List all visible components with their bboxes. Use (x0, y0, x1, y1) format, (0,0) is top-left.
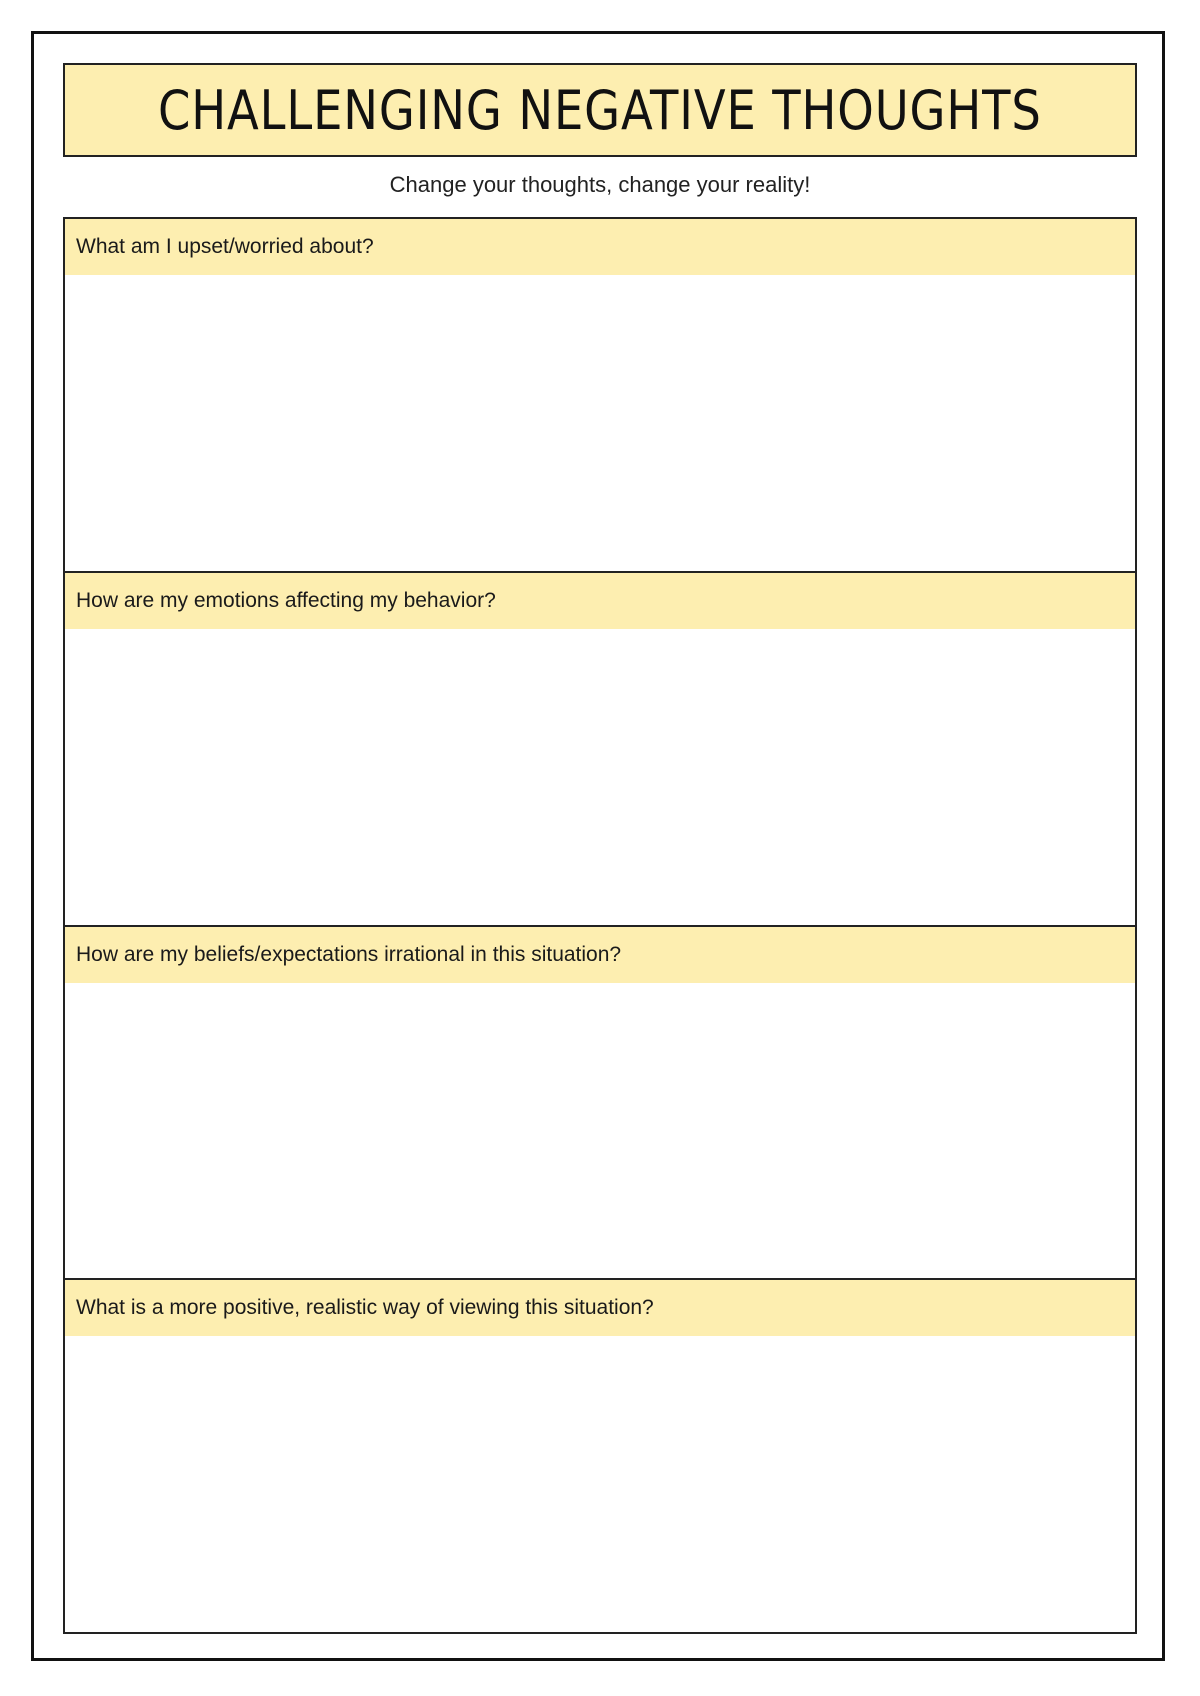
section-prompt: What am I upset/worried about? (65, 219, 1135, 275)
title-banner (63, 63, 1137, 157)
section-prompt: How are my emotions affecting my behavior? (65, 573, 1135, 629)
section-emotions-behavior (65, 571, 1135, 925)
answer-area[interactable] (65, 275, 1135, 571)
section-upset-worried (65, 219, 1135, 571)
answer-area[interactable] (65, 629, 1135, 925)
section-irrational-beliefs (65, 925, 1135, 1279)
section-prompt: How are my beliefs/expectations irrational in this situation? (65, 927, 1135, 983)
worksheet-sections (63, 217, 1137, 1634)
section-positive-view (65, 1278, 1135, 1632)
page-subtitle: Change your thoughts, change your reality! (389, 172, 811, 197)
answer-area[interactable] (65, 1336, 1135, 1632)
answer-area[interactable] (65, 983, 1135, 1279)
section-prompt: What is a more positive, realistic way of viewing this situation? (65, 1280, 1135, 1336)
page-title: CHALLENGING NEGATIVE THOUGHTS (158, 78, 1042, 142)
